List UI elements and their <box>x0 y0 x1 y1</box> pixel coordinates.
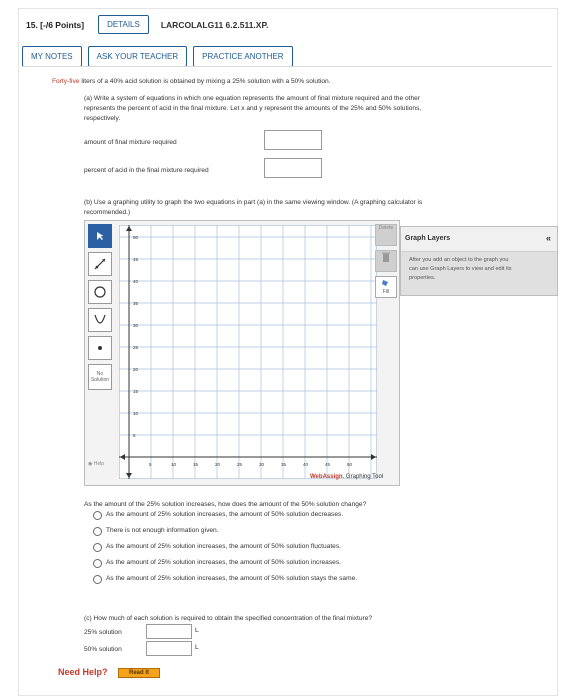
tool-palette <box>88 224 114 394</box>
solution-50-input[interactable] <box>146 641 192 656</box>
webassign-brand <box>310 474 383 480</box>
radio-option-3[interactable] <box>93 543 102 552</box>
option-5-label: As the amount of 25% solution increases, the amount of 50% solution stays the same. <box>106 575 358 582</box>
part-a-line-1: (a) Write a system of equations in which one equation represents the amount of final mixture required and the other <box>84 95 420 102</box>
graph-layers-help <box>401 251 557 295</box>
y-tick-label: 20 <box>133 367 139 372</box>
radio-option-5[interactable] <box>93 575 102 584</box>
divider <box>22 66 552 67</box>
x-tick-label: 5 <box>149 462 152 467</box>
line-tool[interactable] <box>88 252 112 276</box>
y-tick-label: 30 <box>133 323 139 328</box>
line-icon <box>93 257 107 271</box>
y-tick-label: 35 <box>133 301 139 306</box>
plot-background <box>119 225 377 479</box>
help-icon: ◉ <box>88 461 93 467</box>
layers-help-line-1: After you add an object to the graph you <box>409 257 509 263</box>
side-tools <box>371 220 400 302</box>
delete-label: Delete <box>378 225 394 231</box>
help-link[interactable] <box>88 461 104 467</box>
part-a-line-3: respectively. <box>84 115 121 122</box>
help-link-label: Help <box>93 461 105 467</box>
brand-assign: Assign <box>322 474 343 480</box>
y-tick-label: 40 <box>133 279 139 284</box>
percent-equation-input[interactable] <box>264 158 322 178</box>
my-notes-button[interactable]: MY NOTES <box>22 46 82 67</box>
practice-another-button[interactable]: PRACTICE ANOTHER <box>193 46 292 67</box>
y-tick-label: 10 <box>133 411 139 416</box>
details-button[interactable]: DETAILS <box>98 15 149 34</box>
read-it-button[interactable]: Read It <box>118 668 160 678</box>
solution-25-input[interactable] <box>146 624 192 639</box>
radio-option-1[interactable] <box>93 511 102 520</box>
point-icon <box>93 341 107 355</box>
pointer-tool[interactable] <box>88 224 112 248</box>
x-tick-label: 25 <box>237 462 243 467</box>
solution-50-label: 50% solution <box>84 646 122 653</box>
ask-teacher-button[interactable]: ASK YOUR TEACHER <box>88 46 188 67</box>
x-tick-label: 15 <box>193 462 199 467</box>
need-help-label: Need Help? <box>58 667 108 677</box>
pointer-icon <box>95 231 105 241</box>
mixture-field-label: amount of final mixture required <box>84 139 177 146</box>
no-solution-button[interactable] <box>88 364 112 390</box>
x-tick-label: 40 <box>303 462 309 467</box>
solution-50-unit: L <box>195 644 199 651</box>
y-tick-label: 45 <box>133 257 139 262</box>
intro-text: liters of a 40% acid solution is obtained by mixing a 25% solution with a 50% solution. <box>79 78 331 85</box>
fill-label: Fill <box>382 289 390 295</box>
circle-tool[interactable] <box>88 280 112 304</box>
part-c-question: (c) How much of each solution is required to obtain the specified concentration of the final mixture? <box>84 615 373 622</box>
radio-option-2[interactable] <box>93 527 102 536</box>
option-2-label: There is not enough information given. <box>106 527 219 534</box>
highlight-amount: Forty-five <box>52 78 80 85</box>
problem-intro <box>52 77 331 87</box>
point-tool[interactable] <box>88 336 112 360</box>
mixture-equation-input[interactable] <box>264 130 322 150</box>
x-tick-label: 10 <box>171 462 177 467</box>
graphing-tool <box>84 220 400 486</box>
solution-25-unit: L <box>195 627 199 634</box>
graph-layers-panel <box>400 226 558 296</box>
collapse-layers-icon[interactable]: « <box>545 233 551 243</box>
x-tick-label: 20 <box>215 462 221 467</box>
fill-icon <box>381 279 391 287</box>
parabola-icon <box>93 313 107 327</box>
trash-icon <box>381 251 391 263</box>
question-code: LARCOLALG11 6.2.511.XP. <box>160 19 269 30</box>
y-tick-label: 15 <box>133 389 139 394</box>
x-tick-label: 50 <box>347 462 353 467</box>
part-a-line-2: represents the percent of acid in the final mixture. Let x and y represent the amounts of the 25% and 50% solutions, <box>84 105 422 112</box>
question-number: 15. [-/6 Points] <box>26 19 85 30</box>
action-buttons <box>22 46 293 67</box>
part-b-line-1: (b) Use a graphing utility to graph the two equations in part (a) in the same viewing window. (A graphing calculator is <box>84 199 423 206</box>
brand-web: Web <box>310 474 323 480</box>
brand-tool: . Graphing Tool <box>342 474 384 480</box>
delete-button[interactable] <box>375 224 397 246</box>
option-4-label: As the amount of 25% solution increases, the amount of 50% solution increases. <box>106 559 341 566</box>
layers-help-line-3: properties. <box>409 275 436 281</box>
graph-canvas[interactable] <box>119 225 377 479</box>
parabola-tool[interactable] <box>88 308 112 332</box>
radio-option-4[interactable] <box>93 559 102 568</box>
question-header <box>26 15 268 34</box>
y-tick-label: 50 <box>133 235 139 240</box>
x-tick-label: 35 <box>281 462 287 467</box>
graph-layers-title: Graph Layers <box>405 235 451 242</box>
layers-help-line-2: can use Graph Layers to view and edit its <box>409 266 512 272</box>
x-tick-label: 45 <box>325 462 331 467</box>
no-solution-label: No Solution <box>90 371 110 383</box>
percent-field-label: percent of acid in the final mixture required <box>84 167 209 174</box>
solution-25-label: 25% solution <box>84 629 122 636</box>
part-b-line-2: recommended.) <box>84 209 131 216</box>
trash-button[interactable] <box>375 250 397 272</box>
fill-button[interactable] <box>375 276 397 298</box>
y-tick-label: 5 <box>133 433 136 438</box>
x-tick-label: 30 <box>259 462 265 467</box>
option-3-label: As the amount of 25% solution increases, the amount of 50% solution fluctuates. <box>106 543 341 550</box>
mc-question: As the amount of the 25% solution increases, how does the amount of the 50% solution change? <box>84 501 367 508</box>
option-1-label: As the amount of 25% solution increases, the amount of 50% solution decreases. <box>106 511 344 518</box>
circle-icon <box>93 285 107 299</box>
y-tick-label: 25 <box>133 345 139 350</box>
